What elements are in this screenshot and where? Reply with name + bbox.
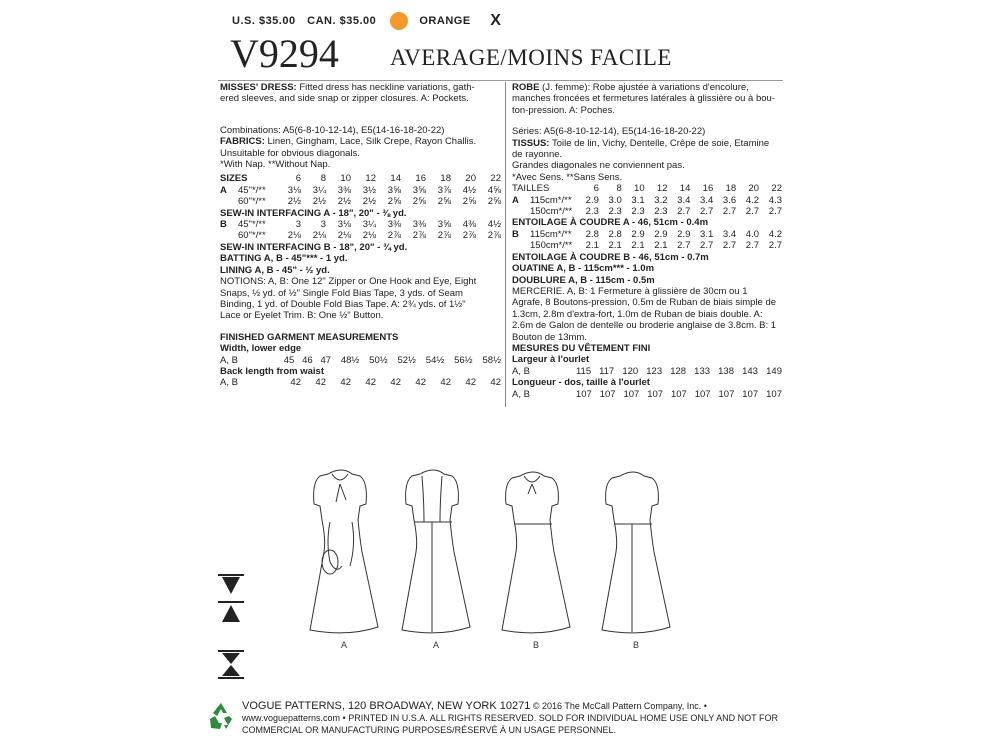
series: Séries: A5(6-8-10-12-14), E5(14-16-18-20-22) (512, 126, 706, 138)
x-mark: X (490, 12, 502, 29)
recycle-icon (205, 700, 237, 732)
dress-a-front-icon (310, 470, 378, 633)
header-rule (218, 80, 783, 81)
color-dot-icon (390, 12, 408, 30)
table-row: A, B 45 46 47 48½ 50½ 52½ 54½ 56½ 58½ (220, 354, 501, 366)
table-row: B 115cm*/** 2.8 2.8 2.9 2.9 2.9 3.1 3.4 4.0 4.2 (512, 228, 782, 240)
pattern-number: V9294 (230, 31, 339, 76)
doublure: DOUBLURE A, B - 115cm - 0.5m (512, 274, 655, 286)
footer: VOGUE PATTERNS, 120 BROADWAY, NEW YORK 10271 © 2016 The McCall Pattern Company, Inc. • www.voguepatterns.com • PRINTED IN U.S.A. ALL RIGHTS RESERVED. SOLD FOR INDIVIDUAL HOME USE ONLY AND NOT FOR COMMERCIAL OR MANUFACTURING PURPOSES/RÉSERVÉ À UN USAGE PERSONNEL. (242, 700, 982, 736)
us-price: U.S. $35.00 (232, 14, 296, 27)
dress-a-back-icon (402, 470, 470, 633)
table-row: A 115cm*/** 2.9 3.0 3.1 3.2 3.4 3.4 3.6 4.2 4.3 (512, 194, 782, 206)
color-name: ORANGE (419, 14, 471, 27)
english-column: MISSES' DRESS: Fitted dress has neckline variations, gath- ered sleeves, and side snap or zipper closures. A: Pockets. Combinations: A5(6-8-10-12-14), E5(14-16-18-20-22) FABRICS: Linen, Gingham, Lace, Silk Crepe, Rayon Challis. Unsuitable for obvious diagonals. *With Nap. **Without Nap. SIZES 6 8 10 12 14 16 18 20 22 A 45"*/** 3⅛ 3¼ 3⅜ 3½ 3⅝ 3⅝ 3⅞ 4½ 4⅝ 60"*/** 2½ 2½ 2½ 2½ 2⅝ 2⅝ 2⅝ 2⅝ 2⅝ SEW-IN INTERFACING A - 18", 20" - ⅜ yd. B 45"*/** 3 3 3⅛ 3¼ 3⅜ 3⅜ 3⅝ 4⅜ 4½ 60"*/** 2⅛ 2⅛ 2⅛ 2⅛ 2⅞ 2⅞ 2⅞ 2⅞ 2⅞ SEW-IN INTERFACING B - 18", 20" - ¾ yd. BATTING A, B - 45"*** - 1 yd. LINING A, B - 45" - ½ yd. NOTIONS: A, B: One 12" Zipper or One Hook and Eye, Eight Snaps, ½ yd. of ½" Single Fold Bias Tape, 3 yds. of Seam Binding, 1 yd. of Double Fold Bias Tape. A: 2¾ yds. of 1½" Lace or Eyelet Trim. B: One ½" Button. FINISHED GARMENT MEASUREMENTS Width, lower edge A, B 45 46 47 48½ 50½ 52½ 54½ 56½ 58½ Back length from waist A, B 42 42 42 42 42 42 42 42 42 (220, 82, 505, 389)
yardage-table: SIZES 6 8 10 12 14 16 18 20 22 A 45"*/** 3⅛ 3¼ 3⅜ 3½ 3⅝ 3⅝ 3⅞ 4½ 4⅝ 60"*/** 2½ 2½ 2½ 2½ 2⅝ 2⅝ 2⅝ 2⅝ 2⅝ (220, 173, 505, 207)
can-price: CAN. $35.00 (307, 14, 377, 27)
interfacing-b: SEW-IN INTERFACING B - 18", 20" - ¾ yd. (220, 241, 408, 253)
dress-b-front-icon (502, 472, 570, 633)
width-table (220, 355, 505, 366)
sketch-label: A (340, 640, 348, 650)
dress-b-back-icon (602, 472, 670, 633)
table-row: A, B 42 42 42 42 42 42 42 42 42 (220, 377, 501, 389)
description-fr: ROBE (J. femme): Robe ajustée à variations d'encolure, (512, 82, 749, 93)
price-line (232, 12, 509, 30)
combinations: Combinations: A5(6-8-10-12-14), E5(14-16-18-20-22) (220, 124, 445, 136)
publisher-address: VOGUE PATTERNS, 120 BROADWAY, NEW YORK 10271 (242, 700, 531, 712)
table-row: 60"*/** 2⅛ 2⅛ 2⅛ 2⅛ 2⅞ 2⅞ 2⅞ 2⅞ 2⅞ (238, 230, 501, 242)
metrage-table: TAILLES 6 8 10 12 14 16 18 20 22 A 115cm*/** 2.9 3.0 3.1 3.2 3.4 3.4 3.6 4.2 4.3 150cm*/** 2.3 2.3 2.3 2.3 2.7 2.7 2.7 2.7 2.7 (512, 183, 786, 217)
length-table (220, 377, 505, 388)
table-row: B 45"*/** 3 3 3⅛ 3¼ 3⅜ 3⅜ 3⅝ 4⅜ 4½ (220, 219, 501, 231)
usage-line: COMMERCIAL OR MANUFACTURING PURPOSES/RÉSERVÉ À UN USAGE PERSONNEL. (242, 725, 617, 735)
table-row: A, B 115 117 120 123 128 133 138 143 149 (512, 365, 782, 377)
entoilage-b: ENTOILAGE À COUDRE B - 46, 51cm - 0.7m (512, 251, 709, 263)
yardage-table-b (220, 219, 505, 242)
finished-measurements: FINISHED GARMENT MEASUREMENTS (220, 331, 399, 343)
mesures: MESURES DU VÊTEMENT FINI (512, 342, 651, 354)
sketch-label: B (532, 640, 540, 650)
mercerie: MERCERIE. A, B: 1 Fermeture à glissière de 30cm ou 1 Agrafe, 8 Boutons-pression, 0.5m de Ruban de biais simple de 1.3cm, 2.8m d'extra-fort, 1.0m de Ruban de biais double. A: 2.6m de Galon de dentelle ou broderie anglaise de 3.8cm. B: 1 Bouton de 13mm. (512, 285, 777, 343)
table-row: 150cm*/** 2.1 2.1 2.1 2.1 2.7 2.7 2.7 2.7 2.7 (530, 240, 782, 252)
table-row: A, B 107 107 107 107 107 107 107 107 107 (512, 388, 782, 400)
notions: NOTIONS: A, B: One 12" Zipper or One Hook and Eye, Eight Snaps, ½ yd. of ½" Single Fold Bias Tape, 3 yds. of Seam Binding, 1 yd. of Double Fold Bias Tape. A: 2¾ yds. of 1½" Lace or Eyelet Trim. B: One ½" Button. (220, 276, 477, 322)
entoilage-a: ENTOILAGE À COUDRE A - 46, 51cm - 0.4m (512, 217, 709, 229)
website-line: www.voguepatterns.com • PRINTED IN U.S.A. ALL RIGHTS RESERVED. SOLD FOR INDIVIDUAL HOME USE ONLY AND NOT FOR (242, 713, 778, 723)
french-column: ROBE (J. femme): Robe ajustée à variations d'encolure, manches froncées et fermetures latérales à glissière ou à bou- ton-pression. A: Poches. Séries: A5(6-8-10-12-14), E5(14-16-18-20-22) TISSUS: Toile de lin, Vichy, Dentelle, Crêpe de soie, Etamine de rayonne. Grandes diagonales ne conviennent pas. *Avec Sens. **Sans Sens. TAILLES 6 8 10 12 14 16 18 20 22 A 115cm*/** 2.9 3.0 3.1 3.2 3.4 3.4 3.6 4.2 4.3 150cm*/** 2.3 2.3 2.3 2.3 2.7 2.7 2.7 2.7 2.7 ENTOILAGE À COUDRE A - 46, 51cm - 0.4m B 115cm*/** 2.8 2.8 2.9 2.9 2.9 3.1 3.4 4.0 4.2 150cm*/** 2.1 2.1 2.1 2.1 2.7 2.7 2.7 2.7 2.7 ENTOILAGE À COUDRE B - 46, 51cm - 0.7m OUATINE A, B - 115cm*** - 1.0m DOUBLURE A, B - 115cm - 0.5m MERCERIE. A, B: 1 Fermeture à glissière de 30cm ou 1 Agrafe, 8 Boutons-pression, 0.5m de Ruban de biais simple de 1.3cm, 2.8m d'extra-fort, 1.0m de Ruban de biais double. A: 2.6m de Galon de dentelle ou broderie anglaise de 3.8cm. B: 1 Bouton de 13mm. MESURES DU VÊTEMENT FINI Largeur à l'ourlet A, B 115 117 120 123 128 133 138 143 149 Longueur - dos, taille à l'ourlet A, B 107 107 107 107 107 107 107 107 107 (512, 82, 786, 400)
lining: LINING A, B - 45" - ½ yd. (220, 264, 330, 276)
largeur-table (512, 366, 786, 377)
table-row: 60"*/** 2½ 2½ 2½ 2½ 2⅝ 2⅝ 2⅝ 2⅝ 2⅝ (238, 196, 501, 208)
table-row: 150cm*/** 2.3 2.3 2.3 2.3 2.7 2.7 2.7 2.7 2.7 (530, 206, 782, 218)
column-divider (505, 82, 506, 407)
sketch-label: B (632, 640, 640, 650)
ouatine: OUATINE A, B - 115cm*** - 1.0m (512, 263, 655, 275)
interfacing-a: SEW-IN INTERFACING A - 18", 20" - ⅜ yd. (220, 207, 407, 219)
longueur-table (512, 389, 786, 400)
difficulty-level: AVERAGE/MOINS FACILE (390, 45, 672, 70)
dress-sketches (290, 462, 730, 662)
fold-marks-icon (216, 570, 250, 680)
metrage-table-b (512, 229, 786, 252)
description: MISSES' DRESS: Fitted dress has neckline variations, gath- (220, 82, 475, 93)
table-row: A 45"*/** 3⅛ 3¼ 3⅜ 3½ 3⅝ 3⅝ 3⅞ 4½ 4⅝ (220, 184, 501, 196)
sketch-label: A (432, 640, 440, 650)
batting: BATTING A, B - 45"*** - 1 yd. (220, 253, 348, 265)
